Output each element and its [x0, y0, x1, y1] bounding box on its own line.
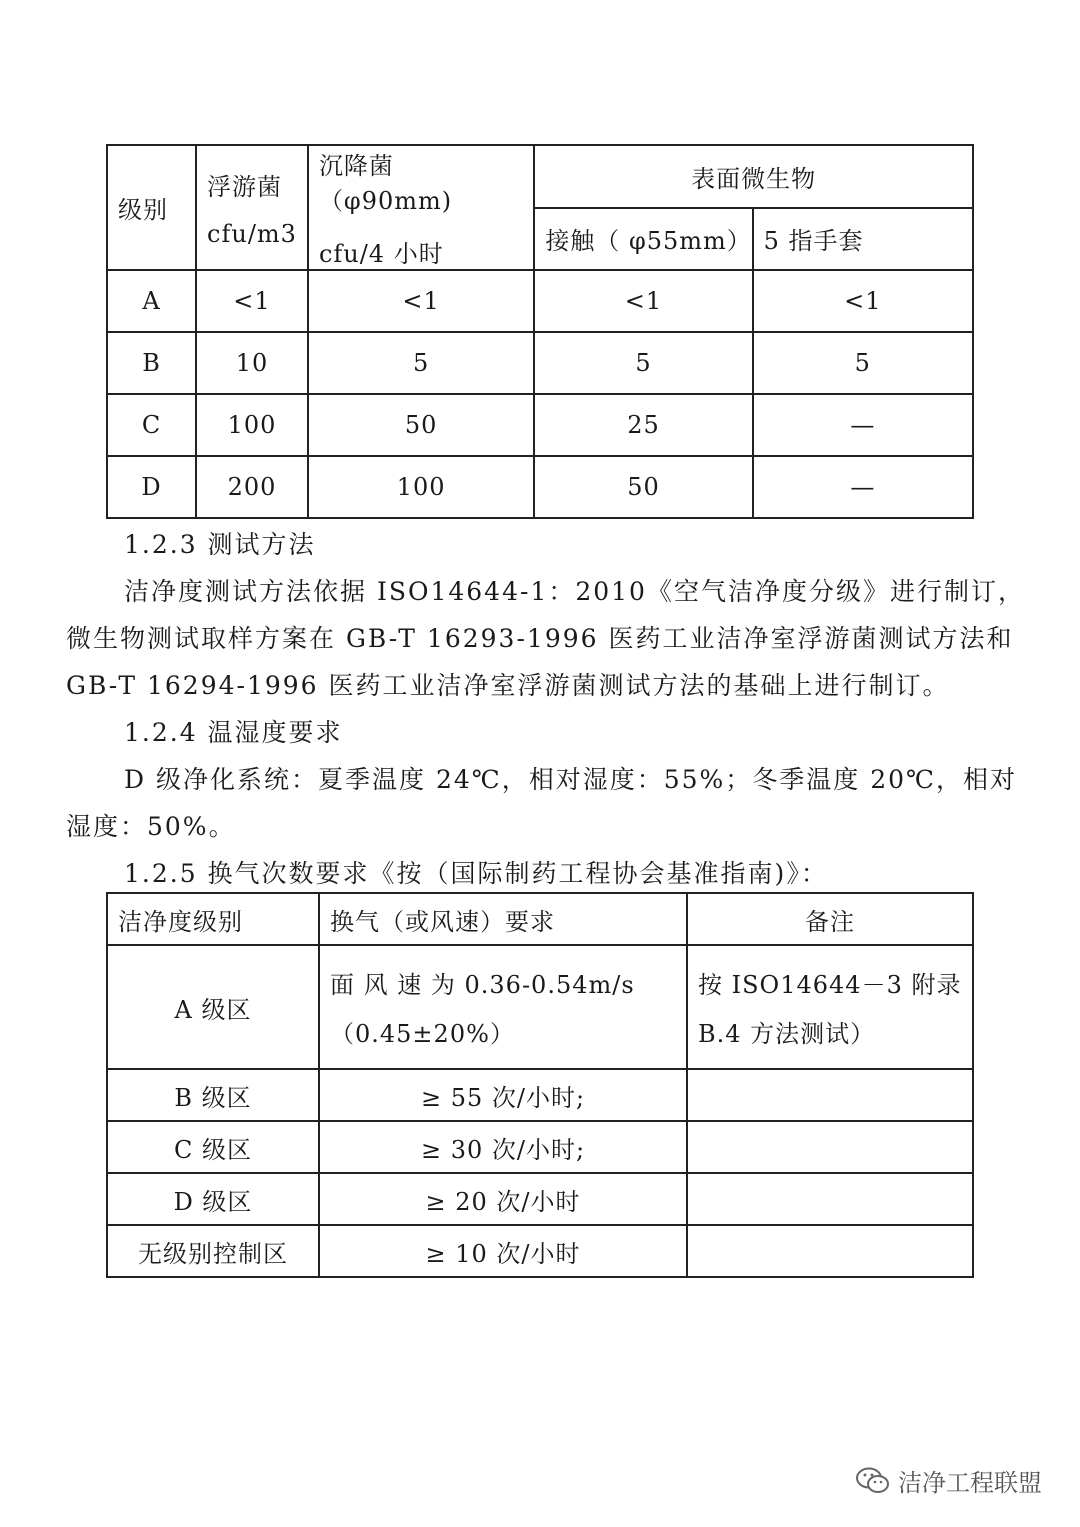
header-cleanliness-level: 洁净度级别: [107, 893, 319, 945]
paragraph-line: GB-T 16294-1996 医药工业洁净室浮游菌测试方法的基础上进行制订。: [66, 671, 950, 700]
air-change-table: [106, 892, 974, 1278]
section-1-2-5-title: 1.2.5 换气次数要求《按（国际制药工程协会基准指南)》：: [124, 859, 828, 888]
paragraph-line: 湿度：50%。: [66, 812, 236, 841]
table-row: 无级别控制区 ≥ 10 次/小时: [107, 1225, 973, 1277]
header-remark: 备注: [687, 893, 973, 945]
header-surface: 表面微生物: [534, 145, 973, 208]
header-requirement: 换气（或风速）要求: [319, 893, 687, 945]
header-settling: 沉降菌（φ90mm) cfu/4 小时: [308, 145, 534, 270]
wechat-icon: [856, 1467, 890, 1495]
paragraph-line: D 级净化系统：夏季温度 24℃，相对湿度：55%；冬季温度 20℃，相对: [124, 765, 1018, 794]
table-row: D 级区 ≥ 20 次/小时: [107, 1173, 973, 1225]
paragraph-line: 洁净度测试方法依据 ISO14644-1：2010《空气洁净度分级》进行制订，: [124, 577, 1025, 606]
footer-brand: 洁净工程联盟: [898, 1469, 1042, 1497]
header-level: 级别: [107, 145, 196, 270]
footer-watermark: [856, 1463, 1042, 1498]
paragraph-line: 微生物测试取样方案在 GB-T 16293-1996 医药工业洁净室浮游菌测试方法和: [66, 624, 1014, 653]
table-row: A 级区 面 风 速 为 0.36-0.54m/s （0.45±20%） 按 ISO14644－3 附录 B.4 方法测试）: [107, 945, 973, 1069]
section-1-2-3-title: 1.2.3 测试方法: [124, 530, 316, 559]
table-row: A <1 <1 <1 <1: [107, 270, 973, 332]
header-glove: 5 指手套: [753, 208, 973, 271]
table-row: C 级区 ≥ 30 次/小时;: [107, 1121, 973, 1173]
section-1-2-4-title: 1.2.4 温湿度要求: [124, 718, 343, 747]
table-row: B 10 5 5 5: [107, 332, 973, 394]
header-contact: 接触（ φ55mm）: [534, 208, 752, 271]
header-airborne: 浮游菌 cfu/m3: [196, 145, 308, 270]
table-row: C 100 50 25 —: [107, 394, 973, 456]
microbial-limits-table: [106, 144, 974, 519]
table-row: D 200 100 50 —: [107, 456, 973, 518]
table-row: B 级区 ≥ 55 次/小时;: [107, 1069, 973, 1121]
